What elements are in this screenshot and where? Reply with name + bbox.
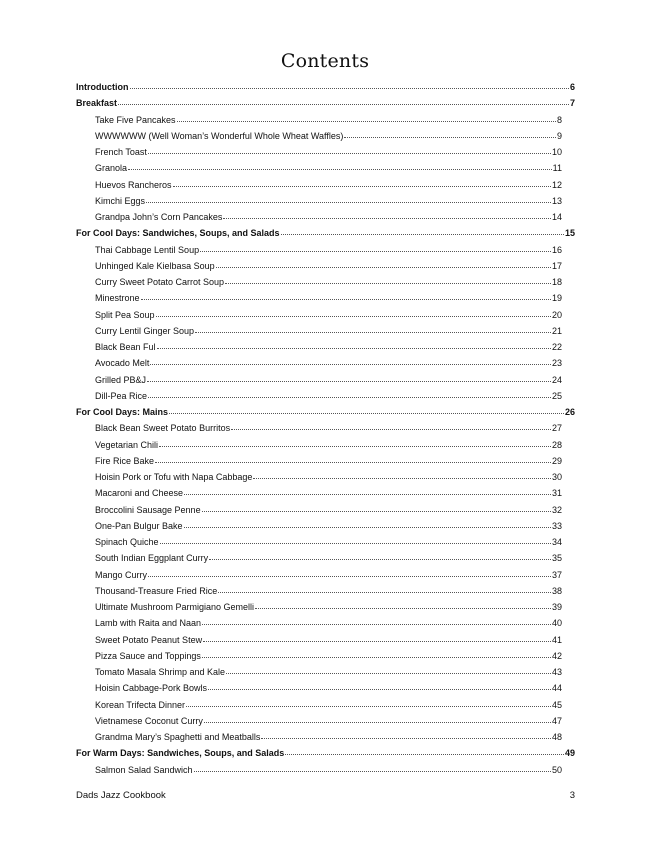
dot-leader: [281, 233, 564, 235]
toc-entry-page: 23: [551, 358, 562, 369]
dot-leader: [253, 477, 551, 479]
toc-entry-page: 30: [551, 472, 562, 482]
toc-entry-label: Tomato Masala Shrimp and Kale: [95, 667, 226, 677]
toc-entry-page: 17: [551, 260, 562, 271]
toc-entry-label: Take Five Pancakes: [95, 114, 176, 125]
toc-recipe-entry[interactable]: [76, 177, 575, 193]
dot-leader: [146, 201, 551, 203]
toc-entry-page: 35: [551, 553, 562, 564]
toc-entry-label: Granola: [95, 163, 128, 174]
toc-recipe-entry[interactable]: [76, 632, 575, 648]
toc-recipe-entry[interactable]: [76, 518, 575, 534]
toc-recipe-entry[interactable]: [76, 388, 575, 404]
toc-entry-page: 10: [551, 147, 562, 157]
toc-entry-label: Korean Trifecta Dinner: [95, 699, 186, 710]
dot-leader: [208, 688, 551, 690]
toc-entry-label: Minestrone: [95, 293, 140, 304]
toc-recipe-entry[interactable]: [76, 485, 575, 501]
toc-recipe-entry[interactable]: [76, 420, 575, 436]
toc-entry-label: Sweet Potato Peanut Stew: [95, 634, 203, 645]
dot-leader: [169, 412, 564, 414]
toc-entry-page: 48: [551, 732, 562, 742]
toc-entry-label: Dill-Pea Rice: [95, 390, 148, 401]
dot-leader: [225, 282, 551, 284]
dot-leader: [194, 770, 551, 772]
dot-leader: [216, 266, 551, 268]
toc-entry-label: Macaroni and Cheese: [95, 488, 184, 499]
dot-leader: [195, 331, 551, 333]
toc-recipe-entry[interactable]: [76, 323, 575, 339]
toc-recipe-entry[interactable]: [76, 112, 575, 128]
toc-entry-label: Thai Cabbage Lentil Soup: [95, 244, 200, 255]
toc-recipe-entry[interactable]: [76, 550, 575, 566]
toc-entry-page: 27: [551, 423, 562, 434]
toc-entry-label: WWWWWW (Well Woman’s Wonderful Whole Wheat Waffles): [95, 130, 344, 141]
toc-recipe-entry[interactable]: [76, 274, 575, 290]
toc-entry-label: Mango Curry: [95, 569, 148, 580]
dot-leader: [218, 591, 551, 593]
toc-recipe-entry[interactable]: [76, 615, 575, 631]
dot-leader: [261, 737, 551, 739]
toc-entry-page: 7: [569, 98, 575, 109]
toc-entry-page: 44: [551, 683, 562, 694]
dot-leader: [285, 753, 564, 755]
toc-recipe-entry[interactable]: [76, 469, 575, 485]
toc-entry-page: 43: [551, 667, 562, 677]
dot-leader: [150, 363, 551, 365]
toc-recipe-entry[interactable]: [76, 307, 575, 323]
dot-leader: [130, 87, 569, 89]
toc-recipe-entry[interactable]: [76, 713, 575, 729]
toc-recipe-entry[interactable]: [76, 534, 575, 550]
dot-leader: [202, 510, 551, 512]
dot-leader: [157, 347, 551, 349]
dot-leader: [344, 136, 556, 138]
dot-leader: [202, 656, 551, 658]
toc-recipe-entry[interactable]: [76, 290, 575, 306]
toc-entry-label: French Toast: [95, 147, 147, 157]
toc-entry-label: Breakfast: [76, 98, 118, 109]
toc-entry-label: Vietnamese Coconut Curry: [95, 715, 203, 726]
toc-entry-page: 32: [551, 504, 562, 515]
toc-section-entry[interactable]: [76, 404, 575, 420]
toc-entry-page: 14: [551, 212, 562, 222]
toc-entry-page: 31: [551, 488, 562, 499]
toc-entry-label: Grilled PB&J: [95, 374, 147, 385]
dot-leader: [209, 558, 551, 560]
toc-entry-page: 49: [564, 748, 575, 759]
dot-leader: [155, 461, 551, 463]
dot-leader: [141, 298, 551, 300]
toc-entry-page: 16: [551, 244, 562, 255]
toc-recipe-entry[interactable]: [76, 567, 575, 583]
table-of-contents: [76, 79, 575, 778]
toc-entry-label: Hoisin Pork or Tofu with Napa Cabbage: [95, 472, 253, 482]
dot-leader: [147, 380, 551, 382]
toc-entry-label: Introduction: [76, 82, 129, 92]
toc-entry-page: 18: [551, 277, 562, 287]
toc-entry-page: 9: [556, 130, 562, 141]
dot-leader: [128, 168, 552, 170]
toc-recipe-entry[interactable]: [76, 453, 575, 469]
page-title: Contents: [280, 50, 370, 72]
toc-recipe-entry[interactable]: [76, 583, 575, 599]
toc-recipe-entry[interactable]: [76, 193, 575, 209]
toc-entry-label: Split Pea Soup: [95, 309, 155, 320]
dot-leader: [203, 640, 551, 642]
dot-leader: [255, 607, 551, 609]
toc-section-entry[interactable]: [76, 95, 575, 111]
toc-entry-label: Thousand-Treasure Fried Rice: [95, 585, 218, 596]
toc-entry-page: 45: [551, 699, 562, 710]
toc-entry-label: Vegetarian Chili: [95, 439, 159, 450]
toc-entry-page: 34: [551, 537, 562, 547]
toc-entry-label: For Cool Days: Sandwiches, Soups, and Salads: [76, 228, 280, 239]
dot-leader: [148, 396, 551, 398]
toc-section-entry[interactable]: [76, 225, 575, 241]
toc-entry-label: Curry Sweet Potato Carrot Soup: [95, 277, 225, 287]
toc-entry-page: 12: [551, 179, 562, 190]
toc-recipe-entry[interactable]: [76, 209, 575, 225]
toc-entry-label: Grandpa John’s Corn Pancakes: [95, 212, 223, 222]
toc-entry-page: 24: [551, 374, 562, 385]
toc-recipe-entry[interactable]: [76, 502, 575, 518]
toc-recipe-entry[interactable]: [76, 762, 575, 778]
toc-entry-label: Grandma Mary’s Spaghetti and Meatballs: [95, 732, 261, 742]
toc-recipe-entry[interactable]: [76, 697, 575, 713]
page-footer: [76, 790, 575, 801]
toc-entry-label: For Cool Days: Mains: [76, 407, 169, 417]
toc-entry-page: 47: [551, 715, 562, 726]
toc-entry-page: 41: [551, 634, 562, 645]
dot-leader: [160, 542, 551, 544]
toc-recipe-entry[interactable]: [76, 680, 575, 696]
toc-recipe-entry[interactable]: [76, 355, 575, 371]
toc-entry-label: Kimchi Eggs: [95, 195, 146, 206]
footer-book-title: Dads Jazz Cookbook: [76, 790, 166, 801]
toc-entry-label: Ultimate Mushroom Parmigiano Gemelli: [95, 602, 255, 612]
toc-entry-page: 39: [551, 602, 562, 612]
toc-entry-label: Hoisin Cabbage-Pork Bowls: [95, 683, 208, 694]
toc-entry-page: 42: [551, 650, 562, 661]
toc-entry-label: Black Bean Ful: [95, 342, 156, 352]
toc-recipe-entry[interactable]: [76, 372, 575, 388]
dot-leader: [231, 428, 551, 430]
dot-leader: [204, 721, 551, 723]
toc-recipe-entry[interactable]: [76, 160, 575, 176]
toc-entry-page: 13: [551, 195, 562, 206]
toc-recipe-entry[interactable]: [76, 648, 575, 664]
toc-entry-page: 40: [551, 618, 562, 629]
toc-entry-page: 21: [551, 325, 562, 336]
toc-entry-label: Pizza Sauce and Toppings: [95, 650, 201, 661]
toc-entry-label: Avocado Melt: [95, 358, 150, 369]
toc-entry-page: 26: [564, 407, 575, 417]
toc-entry-page: 25: [551, 390, 562, 401]
dot-leader: [226, 672, 551, 674]
toc-entry-page: 11: [552, 163, 562, 174]
toc-entry-label: Curry Lentil Ginger Soup: [95, 325, 195, 336]
toc-recipe-entry[interactable]: [76, 599, 575, 615]
dot-leader: [223, 217, 551, 219]
toc-entry-page: 28: [551, 439, 562, 450]
toc-entry-page: 22: [551, 342, 562, 352]
dot-leader: [184, 526, 551, 528]
toc-entry-page: 29: [551, 455, 562, 466]
toc-entry-label: Huevos Rancheros: [95, 179, 172, 190]
dot-leader: [200, 250, 551, 252]
toc-entry-label: Salmon Salad Sandwich: [95, 764, 193, 775]
toc-entry-label: Broccolini Sausage Penne: [95, 504, 201, 515]
toc-recipe-entry[interactable]: [76, 729, 575, 745]
toc-section-entry[interactable]: [76, 79, 575, 95]
toc-recipe-entry[interactable]: [76, 339, 575, 355]
dot-leader: [202, 623, 551, 625]
dot-leader: [186, 705, 551, 707]
toc-recipe-entry[interactable]: [76, 128, 575, 144]
toc-entry-page: 15: [564, 228, 575, 239]
dot-leader: [148, 575, 551, 577]
toc-entry-page: 50: [551, 764, 562, 775]
dot-leader: [177, 120, 556, 122]
dot-leader: [148, 152, 551, 154]
dot-leader: [118, 103, 569, 105]
toc-entry-page: 37: [551, 569, 562, 580]
toc-entry-label: South Indian Eggplant Curry: [95, 553, 209, 564]
dot-leader: [184, 493, 551, 495]
toc-entry-page: 20: [551, 309, 562, 320]
toc-entry-label: One-Pan Bulgur Bake: [95, 520, 183, 531]
toc-recipe-entry[interactable]: [76, 664, 575, 680]
toc-entry-label: Black Bean Sweet Potato Burritos: [95, 423, 231, 434]
toc-entry-page: 19: [551, 293, 562, 304]
toc-entry-label: For Warm Days: Sandwiches, Soups, and Salads: [76, 748, 285, 759]
toc-entry-label: Lamb with Raita and Naan: [95, 618, 202, 629]
toc-recipe-entry[interactable]: [76, 437, 575, 453]
toc-recipe-entry[interactable]: [76, 258, 575, 274]
dot-leader: [156, 315, 551, 317]
footer-page-number: 3: [569, 790, 575, 801]
toc-entry-page: 33: [551, 520, 562, 531]
toc-entry-label: Unhinged Kale Kielbasa Soup: [95, 260, 215, 271]
toc-entry-page: 38: [551, 585, 562, 596]
dot-leader: [173, 185, 551, 187]
toc-entry-label: Spinach Quiche: [95, 537, 159, 547]
dot-leader: [159, 445, 551, 447]
toc-recipe-entry[interactable]: [76, 242, 575, 258]
toc-entry-label: Fire Rice Bake: [95, 455, 155, 466]
toc-section-entry[interactable]: [76, 745, 575, 761]
toc-recipe-entry[interactable]: [76, 144, 575, 160]
toc-entry-page: 6: [569, 82, 575, 92]
toc-entry-page: 8: [556, 114, 562, 125]
